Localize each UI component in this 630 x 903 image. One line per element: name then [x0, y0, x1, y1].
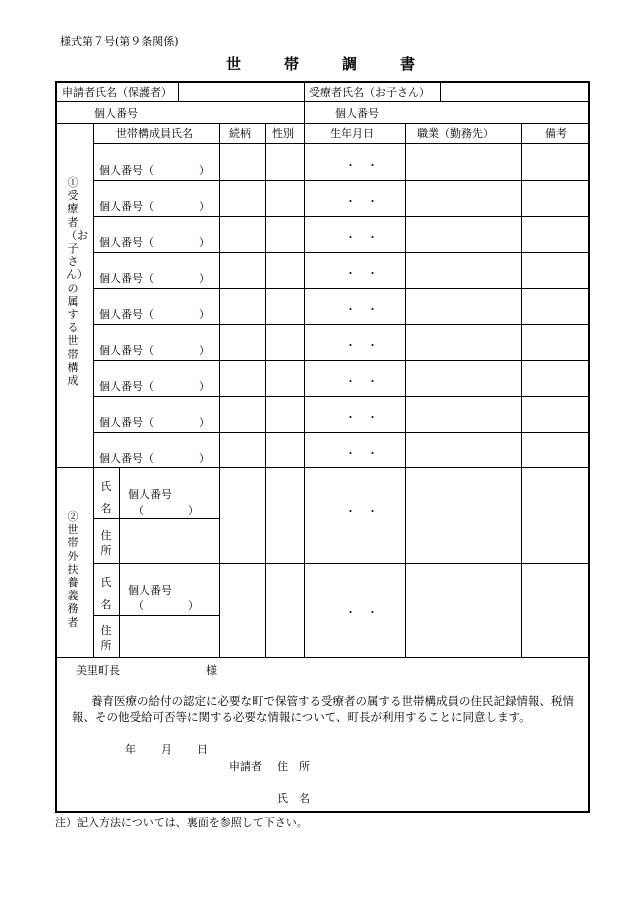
consent-line-2: 報、その他受給可否等に関する必要な情報について、町長が利用することに同意します。 — [72, 710, 531, 724]
row-personal-number: 個人番号（ — [99, 200, 154, 213]
address-label: 住所 — [100, 529, 112, 557]
row-close-paren: ） — [199, 164, 210, 177]
title-char-4: 書 — [400, 55, 416, 73]
rule — [405, 124, 406, 657]
rule — [56, 467, 589, 468]
row-close-paren: ） — [199, 200, 210, 213]
name-label: 氏名 — [100, 480, 112, 515]
rule — [178, 82, 179, 102]
rule — [93, 143, 589, 144]
footnote: 注）記入方法については、裏面を参照して下さい。 — [55, 816, 308, 829]
form-number: 様式第７号(第９条関係) — [60, 35, 179, 48]
personal-number-label: 個人番号 — [128, 584, 172, 597]
rule — [265, 124, 266, 657]
date-month: 月 — [161, 743, 172, 756]
row-date-dots: ・ ・ — [345, 447, 378, 460]
column-header-name: 世帯構成員氏名 — [116, 127, 193, 140]
name-label: 氏 名 — [277, 792, 310, 805]
rule — [93, 124, 94, 657]
honorific: 様 — [206, 664, 217, 677]
row-date-dots: ・ ・ — [345, 231, 378, 244]
rule — [93, 216, 589, 217]
rule — [521, 124, 522, 657]
rule — [304, 124, 305, 657]
title-char-1: 世 — [226, 55, 242, 73]
rule — [56, 657, 589, 658]
row-close-paren: ） — [199, 236, 210, 249]
rule — [93, 360, 589, 361]
row-close-paren: ） — [199, 452, 210, 465]
applicant-label: 申請者 — [229, 760, 262, 773]
row-date-dots: ・ ・ — [345, 267, 378, 280]
date-year: 年 — [125, 743, 136, 756]
address-label: 住 所 — [277, 760, 310, 773]
row-personal-number: 個人番号（ — [99, 452, 154, 465]
row-date-dots: ・ ・ — [345, 375, 378, 388]
row-personal-number: 個人番号（ — [99, 308, 154, 321]
column-header-remarks: 備考 — [545, 127, 567, 140]
column-header-relation: 続柄 — [229, 127, 251, 140]
row-personal-number: 個人番号（ — [99, 416, 154, 429]
rule — [93, 324, 589, 325]
recipient-personal-number-label: 個人番号 — [335, 107, 379, 120]
name-label: 氏名 — [100, 576, 112, 611]
rule — [93, 288, 589, 289]
date-dots: ・ ・ — [345, 505, 378, 518]
row-date-dots: ・ ・ — [345, 339, 378, 352]
recipient-name-label: 受療者氏名（お子さん） — [309, 86, 430, 99]
row-date-dots: ・ ・ — [345, 303, 378, 316]
date-dots: ・ ・ — [345, 606, 378, 619]
column-header-sex: 性別 — [272, 127, 294, 140]
rule — [219, 124, 220, 657]
column-header-birthdate: 生年月日 — [330, 127, 374, 140]
applicant-name-label: 申請者氏名（保護者） — [62, 86, 172, 99]
personal-number-paren: （ ） — [133, 504, 199, 517]
title-char-3: 調 — [342, 55, 358, 73]
personal-number-paren: （ ） — [133, 599, 199, 612]
column-header-occupation: 職業（勤務先） — [417, 127, 494, 140]
rule — [93, 180, 589, 181]
row-personal-number: 個人番号（ — [99, 272, 154, 285]
row-close-paren: ） — [199, 416, 210, 429]
rule — [56, 123, 589, 124]
personal-number-label: 個人番号 — [128, 488, 172, 501]
consent-line-1: 養育医療の給付の認定に必要な町で保管する受療者の属する世帯構成員の住民記録情報、税情 — [91, 694, 574, 708]
rule — [93, 432, 589, 433]
rule — [93, 396, 589, 397]
row-personal-number: 個人番号（ — [99, 380, 154, 393]
row-date-dots: ・ ・ — [345, 411, 378, 424]
row-close-paren: ） — [199, 308, 210, 321]
row-close-paren: ） — [199, 272, 210, 285]
row-close-paren: ） — [199, 344, 210, 357]
row-date-dots: ・ ・ — [345, 159, 378, 172]
applicant-personal-number-label: 個人番号 — [94, 107, 138, 120]
date-day: 日 — [197, 743, 208, 756]
rule — [56, 101, 589, 102]
addressee: 美里町長 — [76, 664, 120, 677]
section2-label: ②世帯外扶養義務者 — [67, 510, 79, 629]
rule — [93, 252, 589, 253]
row-close-paren: ） — [199, 380, 210, 393]
title-char-2: 帯 — [284, 55, 300, 73]
rule — [440, 82, 441, 102]
address-label: 住所 — [100, 624, 112, 652]
row-personal-number: 個人番号（ — [99, 236, 154, 249]
row-date-dots: ・ ・ — [345, 195, 378, 208]
rule — [93, 563, 589, 564]
row-personal-number: 個人番号（ — [99, 164, 154, 177]
rule — [304, 82, 305, 123]
row-personal-number: 個人番号（ — [99, 344, 154, 357]
section1-label: ①受療者（お子さん）の属する世帯構成 — [66, 176, 88, 388]
